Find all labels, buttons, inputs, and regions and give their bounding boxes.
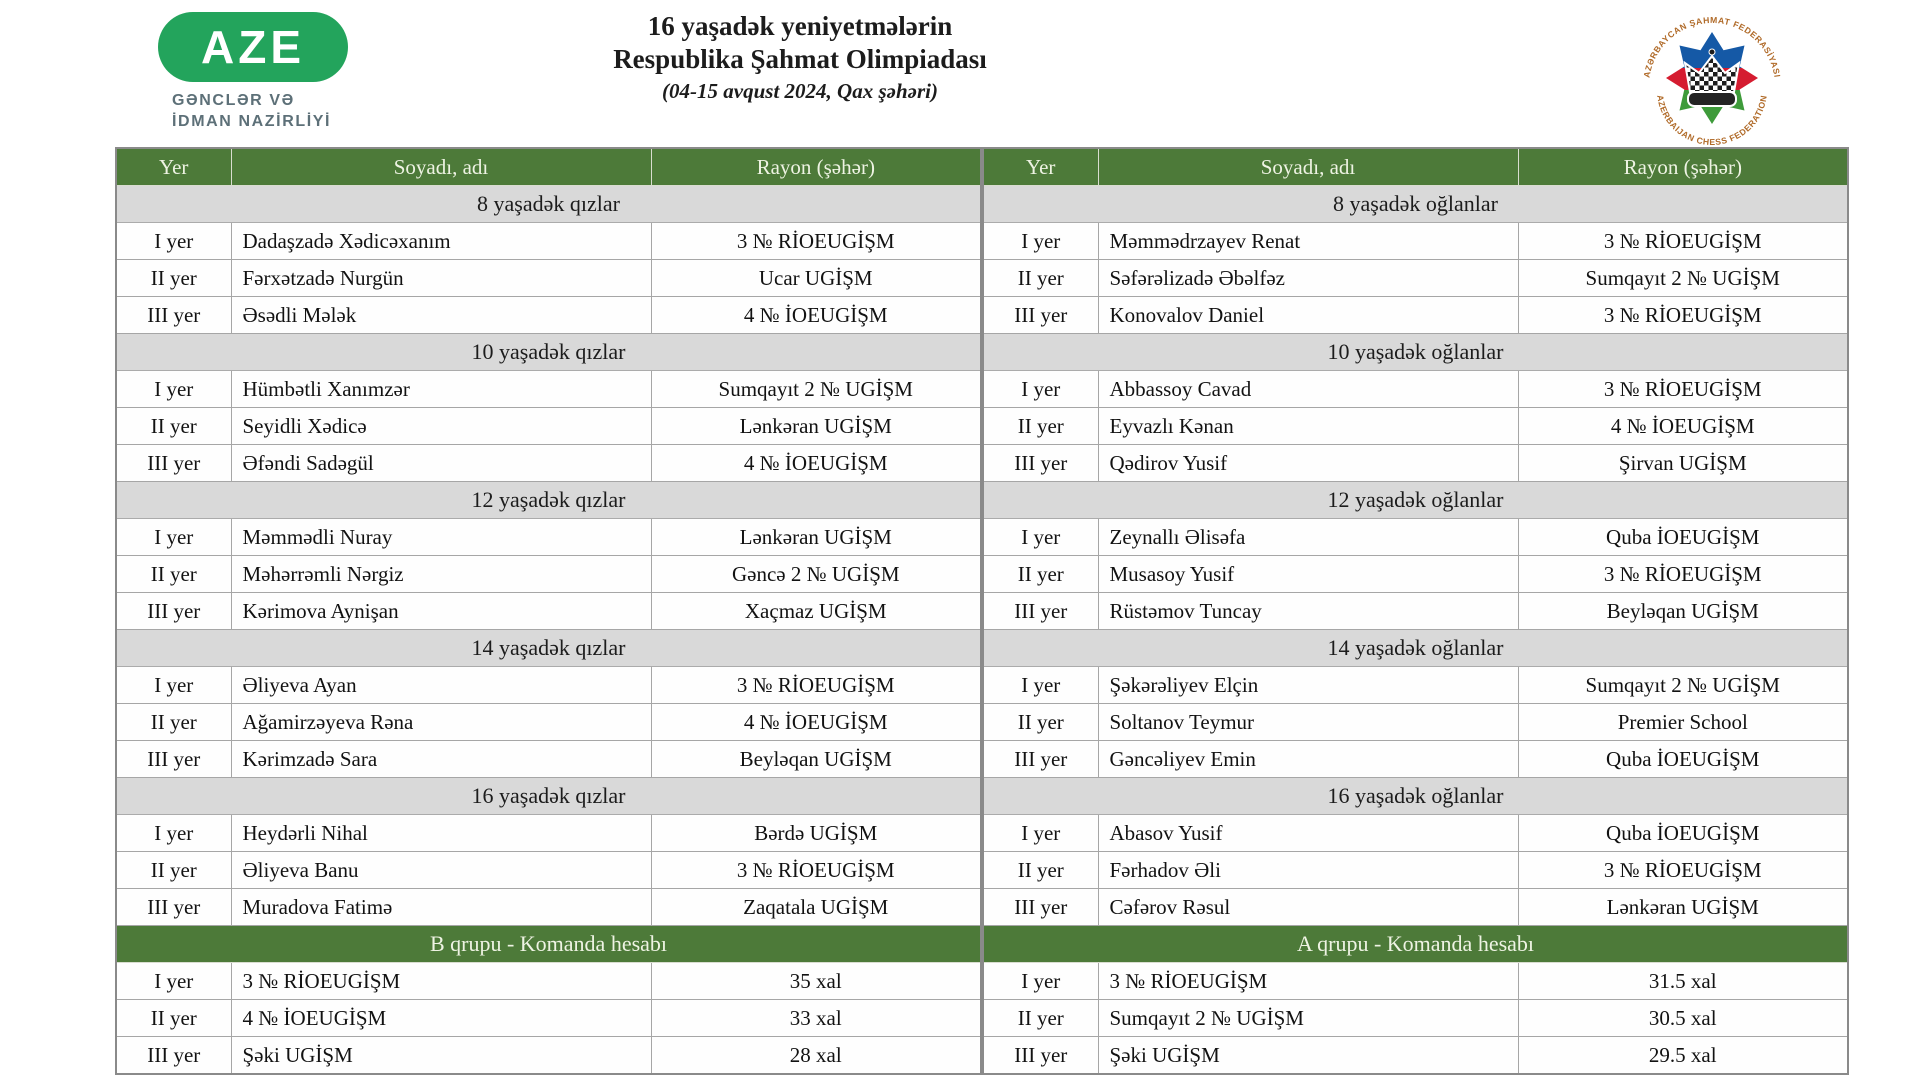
region-cell: 30.5 xal [1518,1000,1848,1037]
table-row [983,741,1848,778]
name-cell: 3 № RİOEUGİŞM [1098,963,1518,1000]
region-cell: Xaçmaz UGİŞM [651,593,981,630]
place-cell: III yer [116,889,231,926]
federation-bottom-text: AZERBAIJAN CHESS FEDERATION [1655,94,1769,148]
table-row [116,741,981,778]
region-cell: Şirvan UGİŞM [1518,445,1848,482]
table-row [116,445,981,482]
results-table-girls [115,147,982,1075]
table-row [983,1000,1848,1037]
age-section-header: 10 yaşadək qızlar [116,334,981,371]
name-cell: Dadaşzadə Xədicəxanım [231,223,651,260]
age-section-header: 10 yaşadək oğlanlar [983,334,1848,371]
name-cell: Əliyeva Banu [231,852,651,889]
title-line1: 16 yaşadək yeniyetmələrin [647,11,953,41]
name-cell: Fərhadov Əli [1098,852,1518,889]
place-cell: III yer [116,445,231,482]
region-cell: Beyləqan UGİŞM [1518,593,1848,630]
table-row [116,704,981,741]
name-cell: Səfərəlizadə Əbəlfəz [1098,260,1518,297]
region-cell: 3 № RİOEUGİŞM [1518,852,1848,889]
name-cell: Sumqayıt 2 № UGİŞM [1098,1000,1518,1037]
table-row [983,519,1848,556]
name-cell: Şəkərəliyev Elçin [1098,667,1518,704]
place-cell: III yer [983,445,1098,482]
table-row [983,963,1848,1000]
name-cell: Məhərrəmli Nərgiz [231,556,651,593]
name-cell: Hümbətli Xanımzər [231,371,651,408]
region-cell: 3 № RİOEUGİŞM [651,667,981,704]
name-cell: Musasoy Yusif [1098,556,1518,593]
place-cell: I yer [983,963,1098,1000]
ministry-name-line1: GƏNCLƏR VƏ [172,92,295,109]
table-row [983,556,1848,593]
ministry-name-line2: İDMAN NAZİRLİYİ [172,112,332,130]
table-row [116,408,981,445]
place-cell: I yer [116,815,231,852]
name-cell: Əfəndi Sadəgül [231,445,651,482]
table-row [983,889,1848,926]
name-cell: Qədirov Yusif [1098,445,1518,482]
column-header-region-cell: Rayon (şəhər) [651,148,981,186]
name-cell: Seyidli Xədicə [231,408,651,445]
region-cell: 4 № İOEUGİŞM [651,445,981,482]
column-header-name-cell: Soyadı, adı [231,148,651,186]
title-line2: Respublika Şahmat Olimpiadası [613,43,987,74]
age-section-header: 8 yaşadək qızlar [116,186,981,223]
region-cell: 28 xal [651,1037,981,1075]
region-cell: 3 № RİOEUGİŞM [651,223,981,260]
place-cell: I yer [116,371,231,408]
place-cell: I yer [983,815,1098,852]
place-cell: I yer [116,519,231,556]
table-row [983,1037,1848,1075]
name-cell: Əsədli Mələk [231,297,651,334]
table-row [983,593,1848,630]
name-cell: Fərxətzadə Nurgün [231,260,651,297]
region-cell: 3 № RİOEUGİŞM [1518,297,1848,334]
chess-federation-logo [1632,0,1792,150]
place-cell: I yer [116,667,231,704]
name-cell: Ağamirzəyeva Rəna [231,704,651,741]
place-cell: I yer [983,519,1098,556]
table-row [983,223,1848,260]
place-cell: II yer [116,1000,231,1037]
table-row [116,889,981,926]
name-cell: Şəki UGİŞM [231,1037,651,1075]
place-cell: III yer [983,889,1098,926]
region-cell: Lənkəran UGİŞM [651,408,981,445]
table-row [983,408,1848,445]
name-cell: Gəncəliyev Emin [1098,741,1518,778]
region-cell: 3 № RİOEUGİŞM [1518,371,1848,408]
name-cell: Şəki UGİŞM [1098,1037,1518,1075]
name-cell: Zeynallı Əlisəfa [1098,519,1518,556]
table-row [116,223,981,260]
region-cell: 4 № İOEUGİŞM [651,704,981,741]
name-cell: 4 № İOEUGİŞM [231,1000,651,1037]
age-section-header: 12 yaşadək qızlar [116,482,981,519]
table-row [983,371,1848,408]
age-section-header: 12 yaşadək oğlanlar [983,482,1848,519]
table-row [116,852,981,889]
table-row [983,445,1848,482]
name-cell: Kərimzadə Sara [231,741,651,778]
table-row [116,260,981,297]
region-cell: Sumqayıt 2 № UGİŞM [651,371,981,408]
aze-logo: AZE [158,12,348,82]
age-section-header: 14 yaşadək oğlanlar [983,630,1848,667]
place-cell: II yer [116,852,231,889]
table-row [116,556,981,593]
place-cell: I yer [116,963,231,1000]
column-header-region-cell: Rayon (şəhər) [1518,148,1848,186]
place-cell: III yer [116,741,231,778]
name-cell: Soltanov Teymur [1098,704,1518,741]
table-row [983,297,1848,334]
name-cell: Məmmədrzayev Renat [1098,223,1518,260]
place-cell: I yer [116,223,231,260]
name-cell: Muradova Fatimə [231,889,651,926]
region-cell: Sumqayıt 2 № UGİŞM [1518,260,1848,297]
document-title [420,10,1180,104]
age-section-header: 16 yaşadək qızlar [116,778,981,815]
region-cell: Zaqatala UGİŞM [651,889,981,926]
table-row [116,1000,981,1037]
region-cell: Sumqayıt 2 № UGİŞM [1518,667,1848,704]
region-cell: Lənkəran UGİŞM [651,519,981,556]
region-cell: Lənkəran UGİŞM [1518,889,1848,926]
place-cell: II yer [983,852,1098,889]
region-cell: Gəncə 2 № UGİŞM [651,556,981,593]
place-cell: I yer [983,223,1098,260]
place-cell: II yer [116,408,231,445]
place-cell: I yer [983,667,1098,704]
name-cell: Heydərli Nihal [231,815,651,852]
region-cell: Quba İOEUGİŞM [1518,815,1848,852]
name-cell: Abbassoy Cavad [1098,371,1518,408]
age-section-header: 8 yaşadək oğlanlar [983,186,1848,223]
region-cell: 4 № İOEUGİŞM [651,297,981,334]
table-row [116,297,981,334]
region-cell: Quba İOEUGİŞM [1518,519,1848,556]
age-section-header: 16 yaşadək oğlanlar [983,778,1848,815]
place-cell: II yer [983,1000,1098,1037]
region-cell: Premier School [1518,704,1848,741]
group-section-header: A qrupu - Komanda hesabı [983,926,1848,963]
ministry-name [158,91,368,133]
region-cell: 29.5 xal [1518,1037,1848,1075]
place-cell: II yer [983,704,1098,741]
place-cell: III yer [116,1037,231,1075]
place-cell: III yer [116,593,231,630]
table-row [116,519,981,556]
table-row [983,852,1848,889]
column-header-place-cell: Yer [116,148,231,186]
results-table-boys [982,147,1849,1075]
region-cell: Bərdə UGİŞM [651,815,981,852]
table-row [983,667,1848,704]
place-cell: III yer [116,297,231,334]
place-cell: II yer [116,704,231,741]
name-cell: Abasov Yusif [1098,815,1518,852]
name-cell: Əliyeva Ayan [231,667,651,704]
place-cell: II yer [983,556,1098,593]
name-cell: Məmmədli Nuray [231,519,651,556]
region-cell: 3 № RİOEUGİŞM [651,852,981,889]
region-cell: Quba İOEUGİŞM [1518,741,1848,778]
column-header-place-cell: Yer [983,148,1098,186]
ministry-logo-block [158,12,368,133]
place-cell: II yer [983,260,1098,297]
table-row [983,815,1848,852]
place-cell: II yer [116,260,231,297]
table-row [116,815,981,852]
table-row [116,593,981,630]
region-cell: Ucar UGİŞM [651,260,981,297]
name-cell: Konovalov Daniel [1098,297,1518,334]
table-row [983,260,1848,297]
place-cell: III yer [983,1037,1098,1075]
group-section-header: B qrupu - Komanda hesabı [116,926,981,963]
region-cell: 33 xal [651,1000,981,1037]
age-section-header: 14 yaşadək qızlar [116,630,981,667]
column-header-name-cell: Soyadı, adı [1098,148,1518,186]
region-cell: 3 № RİOEUGİŞM [1518,223,1848,260]
region-cell: 4 № İOEUGİŞM [1518,408,1848,445]
table-row [116,963,981,1000]
table-row [983,704,1848,741]
name-cell: Rüstəmov Tuncay [1098,593,1518,630]
name-cell: 3 № RİOEUGİŞM [231,963,651,1000]
table-row [116,1037,981,1075]
place-cell: I yer [983,371,1098,408]
results-tables [115,147,1849,1075]
region-cell: 35 xal [651,963,981,1000]
title-subtitle: (04-15 avqust 2024, Qax şəhəri) [662,78,938,103]
region-cell: 31.5 xal [1518,963,1848,1000]
region-cell: Beyləqan UGİŞM [651,741,981,778]
table-row [116,371,981,408]
place-cell: III yer [983,297,1098,334]
place-cell: III yer [983,593,1098,630]
federation-top-text: AZƏRBAYCAN ŞAHMAT FEDERASİYASI [1641,14,1783,79]
name-cell: Eyvazlı Kənan [1098,408,1518,445]
name-cell: Kərimova Aynişan [231,593,651,630]
name-cell: Cəfərov Rəsul [1098,889,1518,926]
place-cell: III yer [983,741,1098,778]
region-cell: 3 № RİOEUGİŞM [1518,556,1848,593]
place-cell: II yer [116,556,231,593]
place-cell: II yer [983,408,1098,445]
table-row [116,667,981,704]
